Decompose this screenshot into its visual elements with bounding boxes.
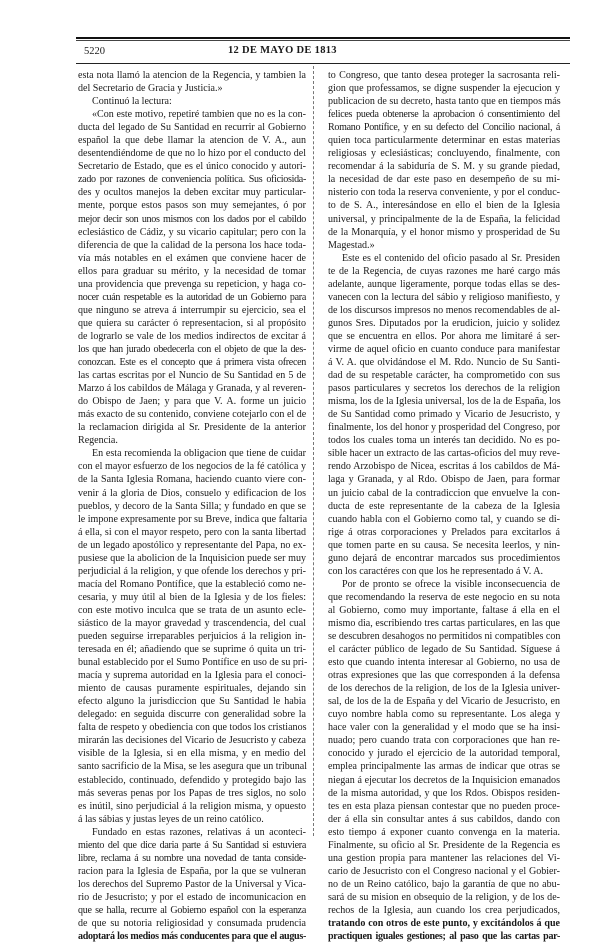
text-line: cesaria, y muy útil al bien de la Iglesia y de los fieles: [78,591,306,603]
text-line: efecto alguno la jurisdiccion que Su Santidad le habia [78,696,306,708]
text-line: esto que cuando intenta interesar al Gobierno, no usa de [328,657,560,669]
text-line: teresada en él; añadiendo que se suprime ó quita un tri- [78,644,306,656]
text-line: Magestad.» [328,239,375,251]
text-line: to de S. A., interesándose en ello el bien de la Iglesia [328,200,560,212]
text-line: bunal establecido por el Sumo Pontífice en uso de su pri- [78,657,308,669]
text-line: de que su notoria religiosidad y consumada prudencia [78,918,306,930]
text-line: Finalmente, su oficio al Sr. Presidente de la Regencia es [328,839,560,851]
text-line: Secretario de Estado, que es el único conocido y autori- [78,161,306,173]
text-line: macía del Romano Pontífice, que la estableció como ne- [78,578,306,590]
text-line: todos los cuales toma un interés tan decidido. No es po- [328,435,560,447]
text-line: el carácter público de legado de Su Santidad. Síguese á [328,644,560,656]
text-line: gion que professamos, se digne suspender la ejecucion y [328,83,560,95]
text-line: Romano Pontífice, y en su defecto del Concilio nacional, á [328,122,560,134]
text-line: Regencia. [78,435,118,447]
text-line: con los caractéres con que los he representado á V. A. [328,565,544,577]
text-line: ducta de este representante de la cabeza de la Iglesia [328,500,560,512]
text-line: practiquen iguales gestiones; al paso que las cartas par- [328,931,560,943]
text-line: miento del que dice daria parte á Su Santidad si estuviera [78,839,306,851]
text-line: rendo Arzobispo de Nicea, escritas á los cabildos de Má- [328,461,560,473]
text-line: que se encuentra en ellos. Por ahora me limitaré á ser- [328,330,560,342]
text-line: de los discursos impresos no menos recomendables de al- [328,304,560,316]
text-line: falta de respeto y obediencia con que todos los cristianos [78,722,307,734]
text-line: «Con este motivo, repetiré tambien que no es la con- [92,109,306,121]
text-line: cuyo nombre habla como su representante. Los alega y [328,709,560,721]
text-line: esto tiempo á exponer cuanto convenga en la materia. [328,826,560,838]
column-divider [313,66,315,836]
text-line: es inútil, sino perjudicial á la religion misma, y opuesto [78,800,306,812]
text-line: de un legado apostólico y representante del Papa, no ex- [78,539,306,551]
text-line: desentendiéndome de que no lo hizo por el conducto del [78,148,306,160]
text-line: con este motivo inculca que se trata de un asunto ecle- [78,604,306,616]
text-line: los derechos del Supremo Pastor de la Universal y Vica- [78,878,306,890]
text-line: sará de su mision en obsequio de la religion, y de los de- [328,891,560,903]
text-line: conozcan. Este es el concepto que á primera vista ofrecen [78,357,306,369]
text-line: En esta recomienda la obligacion que tiene de cuidar [92,448,306,460]
text-line: más severas penas por los Papas de tres siglos, no solo [78,787,306,799]
text-line: tes en esta plaza piensan contestar que no pueden proce- [328,800,560,812]
text-line: vanecen con la lectura del sábio y religioso manifiesto, y [328,291,560,303]
text-line: conocido y jurado el ejercicio de la autoridad temporal, [328,748,560,760]
text-line: adelante, aunque ligeramente, porque todas ellas se des- [328,278,560,290]
text-line: publicacion de su decreto, hasta tanto que en tiempos más [328,96,561,108]
text-line: establecido, continuado, defendido y protegido bajo las [78,774,306,786]
text-line: gunos Sres. Diputados por la erudicion, juicio y solidez [328,317,560,329]
left-column [78,69,306,943]
text-line: que recomendando la reserva de este negocio en su nota [328,591,560,603]
text-line: del Secretario de Gracia y Justicia.» [78,83,223,95]
text-line: cario de Jesucristo con el Congreso nacional y el Gobier- [328,865,560,877]
text-line: le impone expresamente por su Breve, indica que faltaria [78,513,308,525]
text-line: los que han jurado obedecerla con el objeto de que la des- [78,343,306,355]
text-line: mente, porque estos pasos son muy semejantes, ó por [78,200,306,212]
text-line: rechos de la Iglesia, aun cuando los crea perjudicados, [328,905,560,916]
text-line: Por de pronto se ofrece la visible inconsecuencia de [342,578,560,590]
text-line: de lograrlo se vale de los medios indirectos de excitar á [78,330,306,342]
text-line: visible de la Iglesia, si en ella misma, y en medio del [78,748,306,760]
text-line: der á ella sin consultar antes á sus cabildos, dando con [328,813,560,825]
text-line: hace valer con la generalidad y el modo que se ha insi- [328,722,560,734]
text-line: siástico de la mayor gravedad y trascendencia, del cual [78,617,306,629]
text-line: nocer cuán respetable es la autoridad de un Gobierno para [78,291,306,303]
text-line: al Gobierno, como muy importante, faltase á ella en el [328,604,560,616]
text-line: sal, de los de la de España y del Vicario de Jesucristo, en [328,696,560,708]
text-line: libre, reclama á su nombre una novedad de tanta conside- [78,852,306,864]
text-line: eclesiástico de Cádiz, y su vicario capitular; pero con la [78,226,306,238]
text-line: miento de causas puramente espirituales, dejando sin [78,683,306,695]
text-line: diferencia de que la calidad de la persona los hace toda- [78,239,306,251]
text-line: racion para la Iglesia de España, por la que se vulneran [78,865,306,877]
text-line: de Su Santidad como primado y Vicario de Jesucristo, y [328,409,560,421]
text-line: de la Monarquía, y el honor mismo y prosperidad de Su [328,226,560,238]
text-line: rio de Jesucristo; y por el estado de incomunicacion en [78,891,306,903]
text-line: á las sábias y justas leyes de un reino católico. [78,813,264,825]
text-line: perjudicial á la religion, y que ofende los derechos y pri- [78,565,306,577]
text-line: religiosas y eclesiásticas; concluyendo, finalmente, con [328,148,560,160]
text-line: no de un Reino católico, bajo la garantía de que no abu- [328,878,560,890]
text-line: des y ocultos manejos la deben excitar muy particular- [78,187,306,199]
text-line: ellos para graduar su mérito, y la necesidad de tomar [78,265,306,277]
text-line: do Obispo de Jaen; y para que V. A. forme un juicio [78,396,306,408]
text-line: te de la Regencia, de cuyas razones me haré cargo más [328,265,560,277]
text-line: con el mayor esfuerzo de los negocios de la fé católica y [78,461,306,473]
text-line: dad de su respetable carácter, ha comprometido con sus [328,370,560,382]
text-line: misma, los de la Iglesia universal, los de la de España, los [328,396,561,408]
text-line: ducta del legado de Su Santidad en recurrir al Gobierno [78,122,306,134]
text-line: macía y suprema autoridad en la Iglesia para el conoci- [78,670,306,682]
text-line: finalmente, los del honor y prosperidad del Congreso, por [328,422,561,434]
text-line: delegado: en seguida discurre con generalidad sobre la [78,709,306,721]
text-line: pasos particulares y secretos los derechos de la religion [328,383,560,395]
text-line: que se halla, recurre al Gobierno español con la esperanza [78,905,306,916]
text-line: se descubren desahogos no permitidos ni compatibles con [328,631,561,643]
text-line: felices pueda obtenerse la aprobacion ó consentimiento del [328,109,560,121]
text-line: de los derechos de la religion, de los de la Iglesia univer- [328,683,560,695]
right-column [328,69,560,943]
page-date-header: 12 DE MAYO DE 1813 [228,45,337,56]
text-line: mismo dia, escribiendo tres cartas particulares, en las que [328,617,560,629]
page-number: 5220 [84,46,105,57]
text-line: á ella, si con el mayor respeto, pero con la santa libertad [78,526,306,538]
text-line: una providencia que prevenga su repeticion, y haga co- [78,278,306,290]
header-rule-top-thin [76,40,570,41]
text-line: nisterio con toda la reserva conveniente, y por el conduc- [328,187,560,199]
text-line: á V. A. que olvidándose el M. Rdo. Nuncio de Su Santi- [328,357,560,369]
text-line: de la misma autoridad, y que los Rdos. Obispos residen- [328,787,560,799]
text-line: pueblos, y decoro de la Santa Silla; y fundado en que se [78,500,306,512]
text-line: virme de aquel oficio en cuanto conduce para manifestar [328,343,560,355]
text-line: recomendar á la sabiduría de S. M. y su grande piedad, [328,161,560,173]
text-line: cuando habla con el Gobierno como tal, y cuando se di- [328,513,560,525]
text-line: pusiese que la abolicion de la Inquisicion puede ser muy [78,552,306,564]
text-line: rige á otras corporaciones y Prelados para excitarlos á [328,526,560,538]
text-line: una gestion propia para mantener las relaciones del Vi- [328,852,560,864]
text-line: emplea principalmente las armas de indicar que otras se [328,761,560,773]
text-line: un juicio cabal de la contradiccion que envuelve la con- [328,487,560,499]
text-line: Este es el contenido del oficio pasado al Sr. Presiden [342,252,560,264]
header-rule-top [76,37,570,39]
text-line: que tomen parte en su causa. Se necesita leerlos, y nin- [328,539,560,551]
text-line: guno dejará de encontrar marcados sus procedimientos [328,552,560,564]
text-line: otras expresiones que las que corresponden á la defensa [328,670,560,682]
text-line: Continuó la lectura: [92,96,172,108]
text-line: pueden seguirse irreparables perjuicios á la religion in- [78,631,306,643]
text-line: sible hacer un extracto de las cartas-oficios del muy reve- [328,448,560,460]
text-line: más exacto de su contenido, conviene cotejarlo con el de [78,409,307,421]
text-line: las cartas escritas por el Nuncio de Su Santidad en 5 de [78,370,306,382]
text-line: la necesidad de dar este paso en desempeño de su mi- [328,174,560,186]
text-line: español la que debe llamar la atencion de V. A., aun [78,135,306,147]
text-line: zado por razones de conveniencia política. Sus oficiosida- [78,174,306,186]
text-line: laga y Granada, y al Rdo. Obispo de Jaen, para formar [328,474,560,486]
text-line: universal, y principalmente de la de España, la felicidad [328,213,560,225]
text-line: nuado; pero cuando trata con corporaciones que han re- [328,735,560,747]
text-line: venir á la gloria de Dios, consuelo y edificacion de los [78,487,306,499]
header-rule-bottom [76,63,570,64]
text-line: tratando con otros de este punto, y excitándolos á que [328,918,560,930]
text-line: que quiera su carácter ó representacion, si al propósito [78,317,306,329]
text-line: adoptará los medios más conducentes para que el augus- [78,931,306,943]
text-line: santo sacrificio de la Misa, se les asegura que un tribunal [78,761,308,773]
text-line: mejor decir son unos mismos con los dados por el cabildo [78,213,306,225]
text-line: la reclamacion dirigida al Sr. Presidente de la anterior [78,422,306,434]
text-line: que ninguno se atreva á interrumpir su ejercicio, sea el [78,304,306,316]
text-line: esta nota llamó la atencion de la Regencia, y tambien la [78,70,306,81]
text-line: niegan á ejecutar los decretos de la Inquisicion emanados [328,774,560,786]
text-line: mirarán las decisiones del Vicario de Jesucristo y cabeza [78,735,306,747]
text-line: to Congreso, que tanto desea proteger la sacrosanta reli- [328,70,560,81]
text-line: quien toca particularmente determinar en estas materias [328,135,560,147]
text-line: de la Santa Iglesia Romana, haciendo cuanto viere con- [78,474,306,486]
text-line: Fundado en estas razones, relativas á un aconteci- [92,826,306,838]
text-line: vía más notables en el exámen que conviene hacer de [78,252,306,264]
text-line: Marzo á los cabildos de Málaga y Granada, y al reveren- [78,383,306,395]
